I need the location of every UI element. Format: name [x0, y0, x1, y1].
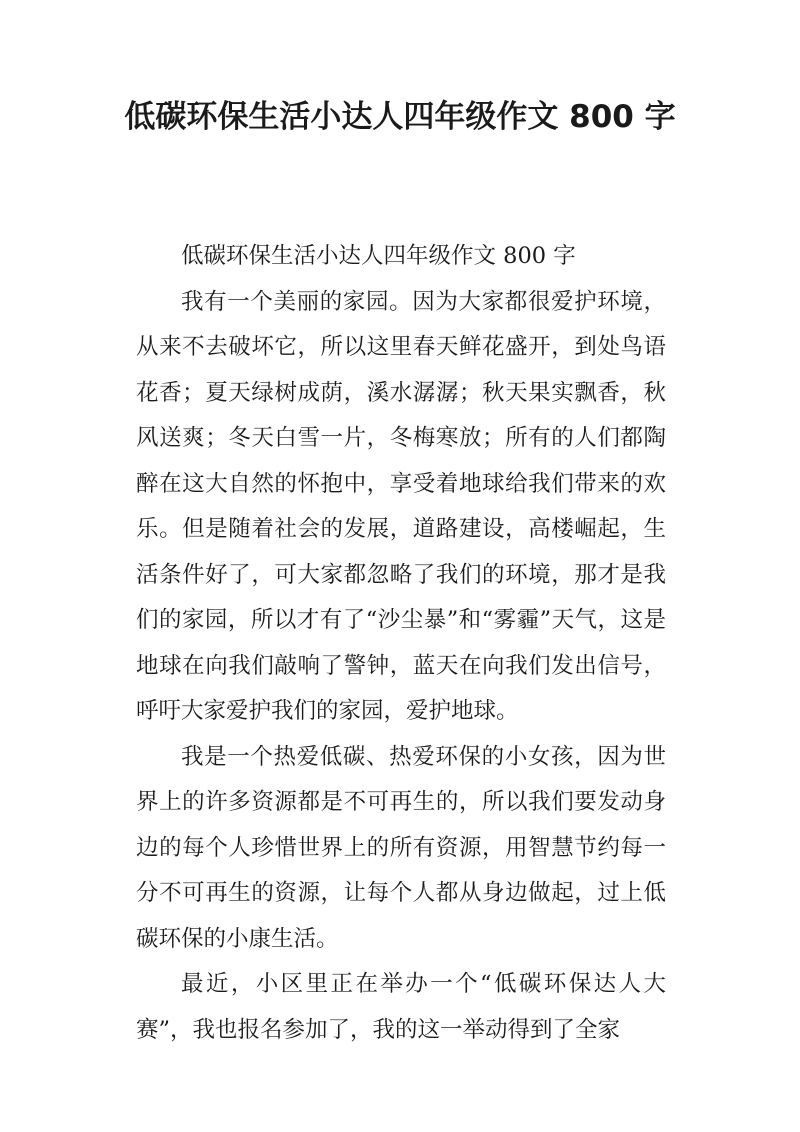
paragraph-2: 我是一个热爱低碳、热爱环保的小女孩，因为世界上的许多资源都是不可再生的，所以我们要发动身边的每个人珍惜世界上的所有资源，用智慧节约每一分不可再生的资源，让每个人都从身边做起，过上低碳环保的小康生活。 [136, 743, 666, 952]
document-subtitle: 低碳环保生活小达人四年级作文 800 字 [181, 243, 576, 269]
document-title: 低碳环保生活小达人四年级作文 800 字 [124, 99, 676, 135]
paragraph-1: 我有一个美丽的家园。因为大家都很爱护环境，从来不去破坏它，所以这里春天鲜花盛开，到处鸟语花香；夏天绿树成荫，溪水潺潺；秋天果实飘香，秋风送爽；冬天白雪一片，冬梅寒放；所有的人们都陶醉在这大自然的怀抱中，享受着地球给我们带来的欢乐。但是随着社会的发展，道路建设，高楼崛起，生活条件好了，可大家都忽略了我们的环境，那才是我们的家园，所以才有了“沙尘暴”和“雾霾”天气，这是地球在向我们敲响了警钟，蓝天在向我们发出信号，呼吁大家爱护我们的家园，爱护地球。 [136, 288, 666, 724]
document-body [136, 234, 666, 1053]
paragraph-3: 最近，小区里正在举办一个“低碳环保达人大赛”，我也报名参加了，我的这一举动得到了全家 [136, 971, 666, 1043]
